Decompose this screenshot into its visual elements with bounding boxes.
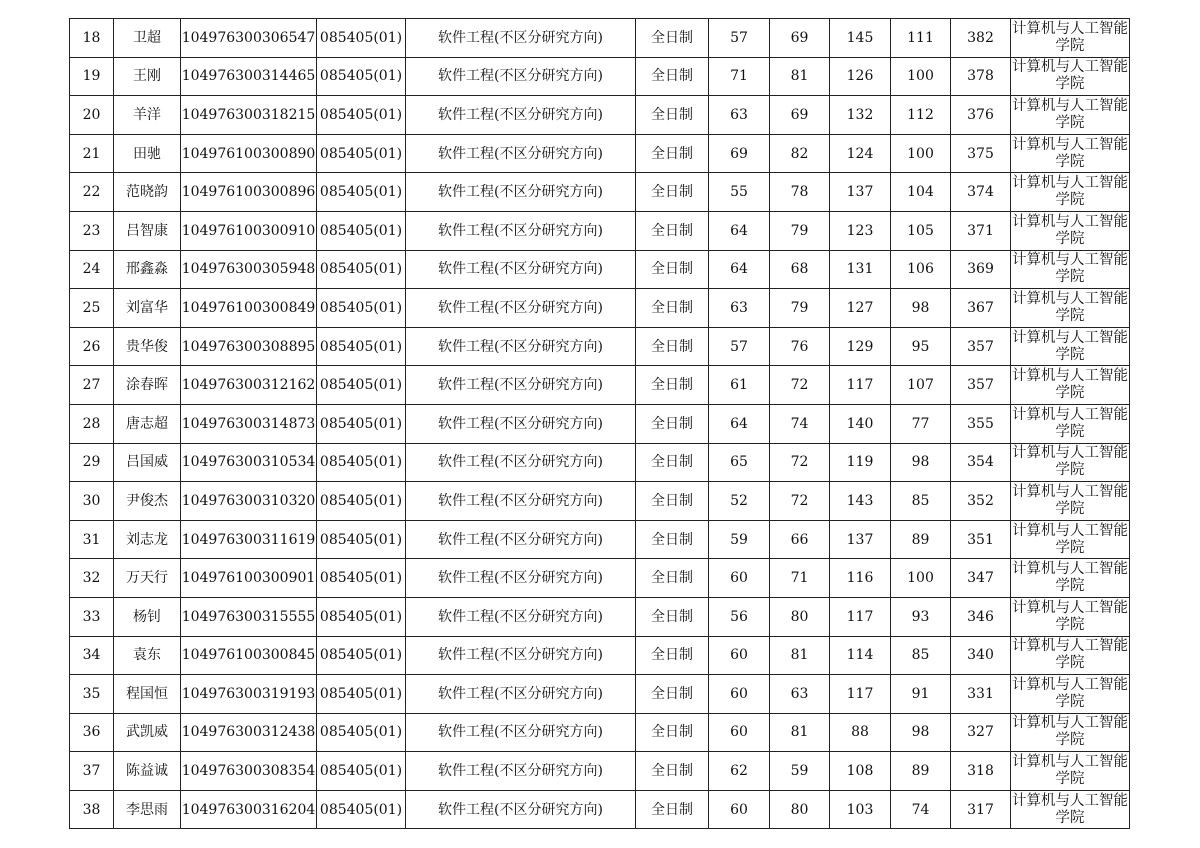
table-row [70, 19, 1130, 58]
score-total-cell: 382 [951, 19, 1011, 58]
study-mode-cell: 全日制 [636, 173, 709, 212]
row-number-cell: 21 [70, 134, 114, 173]
score-politics-cell: 56 [709, 597, 770, 636]
candidate-name-cell: 尹俊杰 [114, 482, 181, 521]
exam-number-cell: 104976100300890 [181, 134, 317, 173]
college-name-cell: 计算机与人工智能学院 [1011, 790, 1130, 829]
score-politics-cell: 63 [709, 96, 770, 135]
score-math-cell: 143 [830, 482, 891, 521]
score-math-cell: 117 [830, 675, 891, 714]
exam-number-cell: 104976300308895 [181, 327, 317, 366]
score-politics-cell: 71 [709, 57, 770, 96]
score-english-cell: 71 [770, 559, 830, 598]
score-professional-cell: 74 [891, 790, 951, 829]
table-row [70, 752, 1130, 791]
row-number-cell: 25 [70, 289, 114, 328]
score-math-cell: 114 [830, 636, 891, 675]
score-professional-cell: 100 [891, 57, 951, 96]
exam-number-cell: 104976100300896 [181, 173, 317, 212]
score-total-cell: 317 [951, 790, 1011, 829]
candidate-name-cell: 卫超 [114, 19, 181, 58]
study-mode-cell: 全日制 [636, 597, 709, 636]
score-professional-cell: 85 [891, 482, 951, 521]
score-math-cell: 108 [830, 752, 891, 791]
score-politics-cell: 64 [709, 211, 770, 250]
major-code-cell: 085405(01) [317, 96, 406, 135]
major-code-cell: 085405(01) [317, 366, 406, 405]
table-row [70, 327, 1130, 366]
score-english-cell: 80 [770, 790, 830, 829]
exam-number-cell: 104976300312438 [181, 713, 317, 752]
score-math-cell: 132 [830, 96, 891, 135]
major-name-cell: 软件工程(不区分研究方向) [406, 482, 636, 521]
major-name-cell: 软件工程(不区分研究方向) [406, 520, 636, 559]
score-professional-cell: 98 [891, 713, 951, 752]
table-row [70, 443, 1130, 482]
major-code-cell: 085405(01) [317, 675, 406, 714]
candidate-name-cell: 陈益诚 [114, 752, 181, 791]
major-name-cell: 软件工程(不区分研究方向) [406, 366, 636, 405]
score-math-cell: 123 [830, 211, 891, 250]
score-total-cell: 367 [951, 289, 1011, 328]
score-professional-cell: 104 [891, 173, 951, 212]
college-name-cell: 计算机与人工智能学院 [1011, 57, 1130, 96]
table-row [70, 173, 1130, 212]
score-total-cell: 354 [951, 443, 1011, 482]
score-english-cell: 79 [770, 289, 830, 328]
college-name-cell: 计算机与人工智能学院 [1011, 134, 1130, 173]
major-code-cell: 085405(01) [317, 520, 406, 559]
study-mode-cell: 全日制 [636, 404, 709, 443]
college-name-cell: 计算机与人工智能学院 [1011, 250, 1130, 289]
major-name-cell: 软件工程(不区分研究方向) [406, 713, 636, 752]
score-english-cell: 76 [770, 327, 830, 366]
score-politics-cell: 62 [709, 752, 770, 791]
score-english-cell: 80 [770, 597, 830, 636]
college-name-cell: 计算机与人工智能学院 [1011, 752, 1130, 791]
score-politics-cell: 57 [709, 19, 770, 58]
candidate-name-cell: 范晓韵 [114, 173, 181, 212]
college-name-cell: 计算机与人工智能学院 [1011, 482, 1130, 521]
score-professional-cell: 98 [891, 289, 951, 328]
college-name-cell: 计算机与人工智能学院 [1011, 19, 1130, 58]
score-english-cell: 78 [770, 173, 830, 212]
score-politics-cell: 60 [709, 636, 770, 675]
candidate-name-cell: 刘富华 [114, 289, 181, 328]
college-name-cell: 计算机与人工智能学院 [1011, 675, 1130, 714]
major-name-cell: 软件工程(不区分研究方向) [406, 96, 636, 135]
score-english-cell: 66 [770, 520, 830, 559]
exam-number-cell: 104976100300910 [181, 211, 317, 250]
score-english-cell: 81 [770, 636, 830, 675]
candidate-name-cell: 吕智康 [114, 211, 181, 250]
exam-number-cell: 104976300318215 [181, 96, 317, 135]
exam-number-cell: 104976300314465 [181, 57, 317, 96]
table-row [70, 250, 1130, 289]
study-mode-cell: 全日制 [636, 675, 709, 714]
table-row [70, 366, 1130, 405]
score-total-cell: 374 [951, 173, 1011, 212]
exam-number-cell: 104976100300849 [181, 289, 317, 328]
major-code-cell: 085405(01) [317, 57, 406, 96]
exam-number-cell: 104976300311619 [181, 520, 317, 559]
score-total-cell: 376 [951, 96, 1011, 135]
major-name-cell: 软件工程(不区分研究方向) [406, 173, 636, 212]
study-mode-cell: 全日制 [636, 482, 709, 521]
major-name-cell: 软件工程(不区分研究方向) [406, 404, 636, 443]
score-english-cell: 72 [770, 443, 830, 482]
exam-number-cell: 104976300312162 [181, 366, 317, 405]
table-row [70, 134, 1130, 173]
score-politics-cell: 65 [709, 443, 770, 482]
row-number-cell: 38 [70, 790, 114, 829]
score-politics-cell: 69 [709, 134, 770, 173]
study-mode-cell: 全日制 [636, 327, 709, 366]
table-row [70, 520, 1130, 559]
score-math-cell: 119 [830, 443, 891, 482]
candidate-name-cell: 李思雨 [114, 790, 181, 829]
study-mode-cell: 全日制 [636, 752, 709, 791]
exam-number-cell: 104976300319193 [181, 675, 317, 714]
candidate-name-cell: 贵华俊 [114, 327, 181, 366]
candidate-name-cell: 唐志超 [114, 404, 181, 443]
major-code-cell: 085405(01) [317, 134, 406, 173]
major-name-cell: 软件工程(不区分研究方向) [406, 559, 636, 598]
major-code-cell: 085405(01) [317, 289, 406, 328]
score-english-cell: 59 [770, 752, 830, 791]
exam-number-cell: 104976300306547 [181, 19, 317, 58]
exam-number-cell: 104976300314873 [181, 404, 317, 443]
study-mode-cell: 全日制 [636, 19, 709, 58]
study-mode-cell: 全日制 [636, 713, 709, 752]
major-code-cell: 085405(01) [317, 559, 406, 598]
score-politics-cell: 55 [709, 173, 770, 212]
score-total-cell: 351 [951, 520, 1011, 559]
score-math-cell: 103 [830, 790, 891, 829]
table-row [70, 289, 1130, 328]
candidate-name-cell: 田驰 [114, 134, 181, 173]
score-total-cell: 371 [951, 211, 1011, 250]
row-number-cell: 32 [70, 559, 114, 598]
score-english-cell: 81 [770, 57, 830, 96]
table-row [70, 675, 1130, 714]
score-total-cell: 357 [951, 366, 1011, 405]
score-politics-cell: 52 [709, 482, 770, 521]
candidate-name-cell: 刘志龙 [114, 520, 181, 559]
score-politics-cell: 60 [709, 713, 770, 752]
exam-number-cell: 104976300310320 [181, 482, 317, 521]
score-total-cell: 327 [951, 713, 1011, 752]
major-code-cell: 085405(01) [317, 19, 406, 58]
score-professional-cell: 93 [891, 597, 951, 636]
table-row [70, 404, 1130, 443]
exam-number-cell: 104976300305948 [181, 250, 317, 289]
score-professional-cell: 85 [891, 636, 951, 675]
score-math-cell: 137 [830, 173, 891, 212]
score-politics-cell: 60 [709, 559, 770, 598]
major-code-cell: 085405(01) [317, 211, 406, 250]
candidate-name-cell: 武凯威 [114, 713, 181, 752]
major-code-cell: 085405(01) [317, 752, 406, 791]
major-code-cell: 085405(01) [317, 327, 406, 366]
major-code-cell: 085405(01) [317, 713, 406, 752]
score-professional-cell: 95 [891, 327, 951, 366]
college-name-cell: 计算机与人工智能学院 [1011, 597, 1130, 636]
score-math-cell: 140 [830, 404, 891, 443]
candidate-name-cell: 邢鑫淼 [114, 250, 181, 289]
exam-number-cell: 104976300310534 [181, 443, 317, 482]
table-row [70, 559, 1130, 598]
exam-number-cell: 104976100300901 [181, 559, 317, 598]
major-name-cell: 软件工程(不区分研究方向) [406, 289, 636, 328]
table-row [70, 96, 1130, 135]
study-mode-cell: 全日制 [636, 289, 709, 328]
study-mode-cell: 全日制 [636, 366, 709, 405]
score-politics-cell: 60 [709, 675, 770, 714]
score-total-cell: 331 [951, 675, 1011, 714]
score-total-cell: 378 [951, 57, 1011, 96]
score-english-cell: 72 [770, 482, 830, 521]
candidate-name-cell: 吕国威 [114, 443, 181, 482]
score-total-cell: 340 [951, 636, 1011, 675]
score-english-cell: 63 [770, 675, 830, 714]
score-total-cell: 357 [951, 327, 1011, 366]
row-number-cell: 36 [70, 713, 114, 752]
table-row [70, 597, 1130, 636]
study-mode-cell: 全日制 [636, 636, 709, 675]
score-english-cell: 81 [770, 713, 830, 752]
exam-number-cell: 104976100300845 [181, 636, 317, 675]
table-row [70, 57, 1130, 96]
row-number-cell: 19 [70, 57, 114, 96]
score-math-cell: 116 [830, 559, 891, 598]
table-body [70, 19, 1130, 829]
college-name-cell: 计算机与人工智能学院 [1011, 520, 1130, 559]
score-politics-cell: 59 [709, 520, 770, 559]
score-english-cell: 74 [770, 404, 830, 443]
row-number-cell: 34 [70, 636, 114, 675]
table-row [70, 636, 1130, 675]
score-english-cell: 82 [770, 134, 830, 173]
college-name-cell: 计算机与人工智能学院 [1011, 366, 1130, 405]
candidate-name-cell: 程国恒 [114, 675, 181, 714]
study-mode-cell: 全日制 [636, 790, 709, 829]
major-name-cell: 软件工程(不区分研究方向) [406, 597, 636, 636]
score-politics-cell: 64 [709, 404, 770, 443]
score-english-cell: 79 [770, 211, 830, 250]
score-math-cell: 117 [830, 597, 891, 636]
major-name-cell: 软件工程(不区分研究方向) [406, 134, 636, 173]
score-total-cell: 352 [951, 482, 1011, 521]
score-english-cell: 69 [770, 96, 830, 135]
row-number-cell: 30 [70, 482, 114, 521]
row-number-cell: 37 [70, 752, 114, 791]
score-math-cell: 126 [830, 57, 891, 96]
college-name-cell: 计算机与人工智能学院 [1011, 559, 1130, 598]
row-number-cell: 23 [70, 211, 114, 250]
score-politics-cell: 63 [709, 289, 770, 328]
score-politics-cell: 61 [709, 366, 770, 405]
row-number-cell: 29 [70, 443, 114, 482]
major-code-cell: 085405(01) [317, 250, 406, 289]
score-professional-cell: 107 [891, 366, 951, 405]
major-name-cell: 软件工程(不区分研究方向) [406, 211, 636, 250]
score-professional-cell: 100 [891, 134, 951, 173]
college-name-cell: 计算机与人工智能学院 [1011, 289, 1130, 328]
score-professional-cell: 98 [891, 443, 951, 482]
major-code-cell: 085405(01) [317, 597, 406, 636]
row-number-cell: 33 [70, 597, 114, 636]
row-number-cell: 27 [70, 366, 114, 405]
major-code-cell: 085405(01) [317, 482, 406, 521]
score-total-cell: 355 [951, 404, 1011, 443]
score-professional-cell: 89 [891, 520, 951, 559]
study-mode-cell: 全日制 [636, 57, 709, 96]
study-mode-cell: 全日制 [636, 520, 709, 559]
major-name-cell: 软件工程(不区分研究方向) [406, 790, 636, 829]
candidate-name-cell: 羊洋 [114, 96, 181, 135]
college-name-cell: 计算机与人工智能学院 [1011, 404, 1130, 443]
score-math-cell: 129 [830, 327, 891, 366]
candidate-name-cell: 涂春晖 [114, 366, 181, 405]
exam-number-cell: 104976300308354 [181, 752, 317, 791]
study-mode-cell: 全日制 [636, 96, 709, 135]
major-code-cell: 085405(01) [317, 443, 406, 482]
study-mode-cell: 全日制 [636, 559, 709, 598]
major-name-cell: 软件工程(不区分研究方向) [406, 675, 636, 714]
score-professional-cell: 100 [891, 559, 951, 598]
score-math-cell: 88 [830, 713, 891, 752]
score-total-cell: 346 [951, 597, 1011, 636]
college-name-cell: 计算机与人工智能学院 [1011, 443, 1130, 482]
row-number-cell: 31 [70, 520, 114, 559]
row-number-cell: 18 [70, 19, 114, 58]
score-professional-cell: 105 [891, 211, 951, 250]
study-mode-cell: 全日制 [636, 250, 709, 289]
study-mode-cell: 全日制 [636, 443, 709, 482]
college-name-cell: 计算机与人工智能学院 [1011, 211, 1130, 250]
score-math-cell: 127 [830, 289, 891, 328]
table-row [70, 790, 1130, 829]
row-number-cell: 24 [70, 250, 114, 289]
candidate-name-cell: 袁东 [114, 636, 181, 675]
major-name-cell: 软件工程(不区分研究方向) [406, 19, 636, 58]
college-name-cell: 计算机与人工智能学院 [1011, 96, 1130, 135]
score-total-cell: 318 [951, 752, 1011, 791]
row-number-cell: 35 [70, 675, 114, 714]
college-name-cell: 计算机与人工智能学院 [1011, 327, 1130, 366]
score-english-cell: 72 [770, 366, 830, 405]
table-row [70, 713, 1130, 752]
candidate-name-cell: 万天行 [114, 559, 181, 598]
score-politics-cell: 57 [709, 327, 770, 366]
score-professional-cell: 77 [891, 404, 951, 443]
score-math-cell: 117 [830, 366, 891, 405]
exam-number-cell: 104976300316204 [181, 790, 317, 829]
major-code-cell: 085405(01) [317, 636, 406, 675]
candidate-name-cell: 杨钊 [114, 597, 181, 636]
score-politics-cell: 64 [709, 250, 770, 289]
major-name-cell: 软件工程(不区分研究方向) [406, 752, 636, 791]
score-professional-cell: 91 [891, 675, 951, 714]
row-number-cell: 26 [70, 327, 114, 366]
major-code-cell: 085405(01) [317, 790, 406, 829]
score-total-cell: 347 [951, 559, 1011, 598]
major-name-cell: 软件工程(不区分研究方向) [406, 327, 636, 366]
study-mode-cell: 全日制 [636, 134, 709, 173]
admission-list-table [69, 18, 1130, 829]
major-name-cell: 软件工程(不区分研究方向) [406, 57, 636, 96]
score-english-cell: 69 [770, 19, 830, 58]
score-professional-cell: 106 [891, 250, 951, 289]
college-name-cell: 计算机与人工智能学院 [1011, 173, 1130, 212]
candidate-name-cell: 王刚 [114, 57, 181, 96]
score-english-cell: 68 [770, 250, 830, 289]
score-total-cell: 375 [951, 134, 1011, 173]
major-code-cell: 085405(01) [317, 173, 406, 212]
table-row [70, 211, 1130, 250]
major-name-cell: 软件工程(不区分研究方向) [406, 443, 636, 482]
college-name-cell: 计算机与人工智能学院 [1011, 713, 1130, 752]
score-math-cell: 145 [830, 19, 891, 58]
score-math-cell: 131 [830, 250, 891, 289]
exam-number-cell: 104976300315555 [181, 597, 317, 636]
table-row [70, 482, 1130, 521]
score-politics-cell: 60 [709, 790, 770, 829]
score-professional-cell: 89 [891, 752, 951, 791]
major-code-cell: 085405(01) [317, 404, 406, 443]
row-number-cell: 28 [70, 404, 114, 443]
score-math-cell: 124 [830, 134, 891, 173]
major-name-cell: 软件工程(不区分研究方向) [406, 636, 636, 675]
row-number-cell: 20 [70, 96, 114, 135]
study-mode-cell: 全日制 [636, 211, 709, 250]
score-professional-cell: 112 [891, 96, 951, 135]
score-total-cell: 369 [951, 250, 1011, 289]
major-name-cell: 软件工程(不区分研究方向) [406, 250, 636, 289]
score-math-cell: 137 [830, 520, 891, 559]
college-name-cell: 计算机与人工智能学院 [1011, 636, 1130, 675]
row-number-cell: 22 [70, 173, 114, 212]
score-professional-cell: 111 [891, 19, 951, 58]
